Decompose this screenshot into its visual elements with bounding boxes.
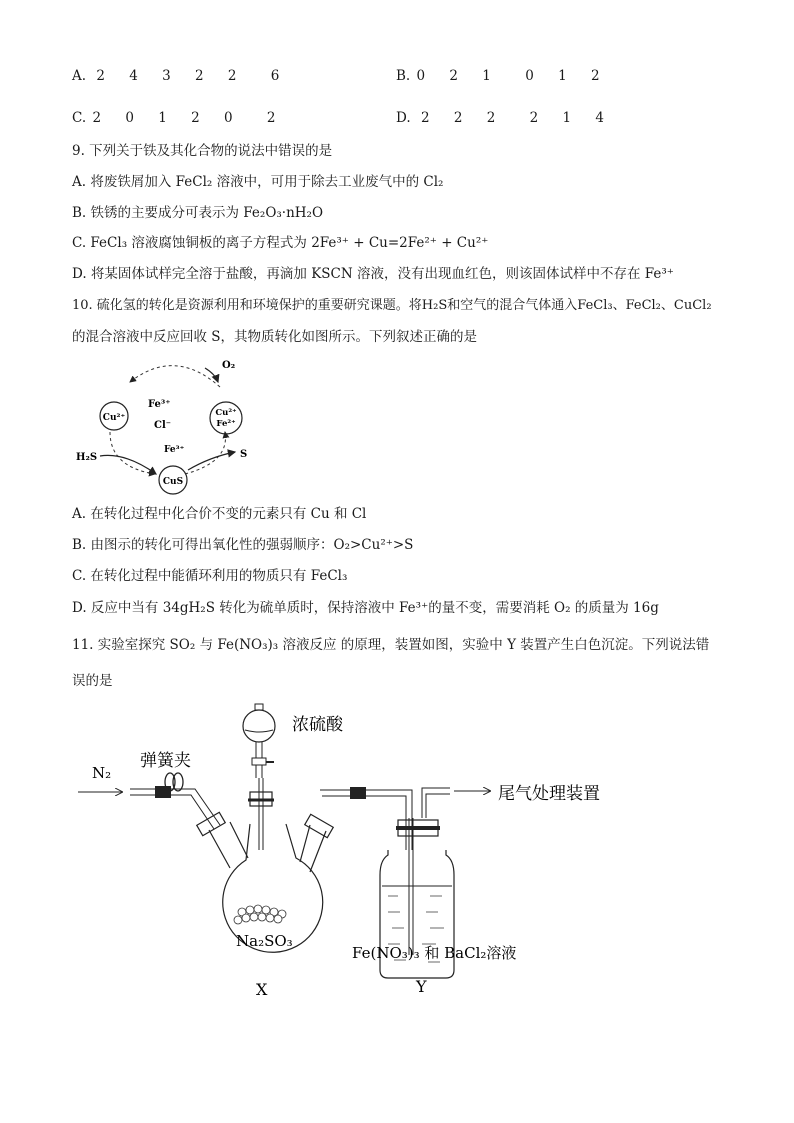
option-10b[interactable]: B. 由图示的转化可得出氧化性的强弱顺序：O₂>Cu²⁺>S: [72, 537, 414, 553]
sulfur-cycle-diagram: [70, 352, 270, 502]
option-value: 1: [562, 110, 572, 126]
solution-label: Fe(NO₃)₃ 和 BaCl₂溶液: [352, 944, 517, 962]
apparatus-diagram: [70, 700, 690, 1010]
question-11-stem: 11. 实验室探究 SO₂ 与 Fe(NO₃)₃ 溶液反应 的原理，装置如图，实验中 Y 装置产生白色沉淀。下列说法错: [72, 637, 710, 653]
option-value: 2: [420, 110, 430, 126]
option-value: 0: [224, 110, 233, 126]
option-8d[interactable]: [396, 110, 604, 126]
cus-label: CuS: [162, 477, 184, 487]
fe2-label: Fe²⁺: [216, 419, 236, 429]
option-value: 2: [449, 68, 458, 84]
option-value: 4: [595, 110, 604, 126]
option-9c[interactable]: C. FeCl₃ 溶液腐蚀铜板的离子方程式为 2Fe³⁺ + Cu=2Fe²⁺ + Cu²⁺: [72, 235, 489, 251]
option-value: 2: [453, 110, 463, 126]
question-9-stem: 9. 下列关于铁及其化合物的说法中错误的是: [72, 143, 333, 159]
option-value: 2: [96, 68, 105, 84]
option-value: 2: [227, 68, 237, 84]
option-label: A.: [72, 68, 87, 84]
na2so3-label: Na₂SO₃: [236, 932, 293, 950]
o2-arrow: [205, 368, 218, 382]
cu2-label: Cu²⁺: [102, 413, 126, 423]
cycle-arrow-left: [110, 432, 155, 474]
option-10a[interactable]: A. 在转化过程中化合价不变的元素只有 Cu 和 Cl: [72, 506, 367, 522]
h2s-arrow: [100, 455, 156, 474]
option-9a[interactable]: A. 将废铁屑加入 FeCl₂ 溶液中，可用于除去工业废气中的 Cl₂: [72, 174, 444, 190]
option-value: 2: [266, 110, 276, 126]
option-value: 2: [590, 68, 600, 84]
o2-label: O₂: [222, 360, 236, 371]
x-label: X: [256, 980, 268, 999]
option-8b[interactable]: [396, 68, 600, 84]
option-10d[interactable]: D. 反应中当有 34gH₂S 转化为硫单质时，保持溶液中 Fe³⁺的量不变，需要消耗 O₂ 的质量为 16g: [72, 600, 659, 616]
fe3-center-label: Fe³⁺: [148, 399, 171, 410]
cu2-right-label: Cu²⁺: [215, 408, 237, 418]
rubber-tube: [155, 786, 171, 798]
question-10-stem-cont: 的混合溶液中反应回收 S，其物质转化如图所示。下列叙述正确的是: [72, 329, 478, 345]
option-8c[interactable]: [72, 110, 275, 126]
option-label: C.: [72, 110, 87, 126]
option-9d[interactable]: D. 将某固体试样完全溶于盐酸，再滴加 KSCN 溶液，没有出现血红色，则该固体试样中不存在 Fe³⁺: [72, 266, 674, 282]
option-value: 1: [158, 110, 167, 126]
option-label: D.: [396, 110, 411, 126]
option-value: 2: [195, 68, 204, 84]
option-value: 6: [270, 68, 280, 84]
question-11-stem-cont: 误的是: [72, 673, 113, 689]
option-value: 1: [482, 68, 491, 84]
y-label: Y: [416, 977, 427, 996]
option-9b[interactable]: B. 铁锈的主要成分可表示为 Fe₂O₃·nH₂O: [72, 205, 324, 221]
s-arrow: [188, 452, 235, 470]
question-10-stem: 10. 硫化氢的转化是资源利用和环境保护的重要研究课题。将H₂S和空气的混合气体通入FeCl₃、FeCl₂、CuCl₂: [72, 298, 712, 313]
dropping-funnel: [243, 710, 275, 742]
option-value: 0: [125, 110, 134, 126]
option-value: 0: [525, 68, 534, 84]
cu-fe-circle: [210, 402, 242, 434]
option-value: 0: [416, 68, 426, 84]
option-value: 2: [529, 110, 539, 126]
clamp-label: 弹簧夹: [140, 751, 191, 771]
option-8a[interactable]: [72, 68, 279, 84]
option-value: 2: [191, 110, 200, 126]
option-value: 4: [129, 68, 138, 84]
cl-label: Cl⁻: [154, 420, 172, 431]
option-value: 3: [162, 68, 171, 84]
acid-label: 浓硫酸: [292, 715, 343, 735]
n2-label: N₂: [92, 764, 112, 782]
option-value: 2: [92, 110, 102, 126]
tail-gas-label: 尾气处理装置: [498, 784, 600, 804]
option-label: B.: [396, 68, 411, 84]
s-label: S: [240, 449, 248, 460]
option-value: 1: [558, 68, 567, 84]
option-value: 2: [486, 110, 496, 126]
option-10c[interactable]: C. 在转化过程中能循环利用的物质只有 FeCl₃: [72, 568, 348, 584]
h2s-label: H₂S: [76, 452, 98, 463]
fe3-arrow-label: Fe³⁺: [164, 445, 185, 455]
sodium-sulfite-solid: [234, 905, 286, 924]
